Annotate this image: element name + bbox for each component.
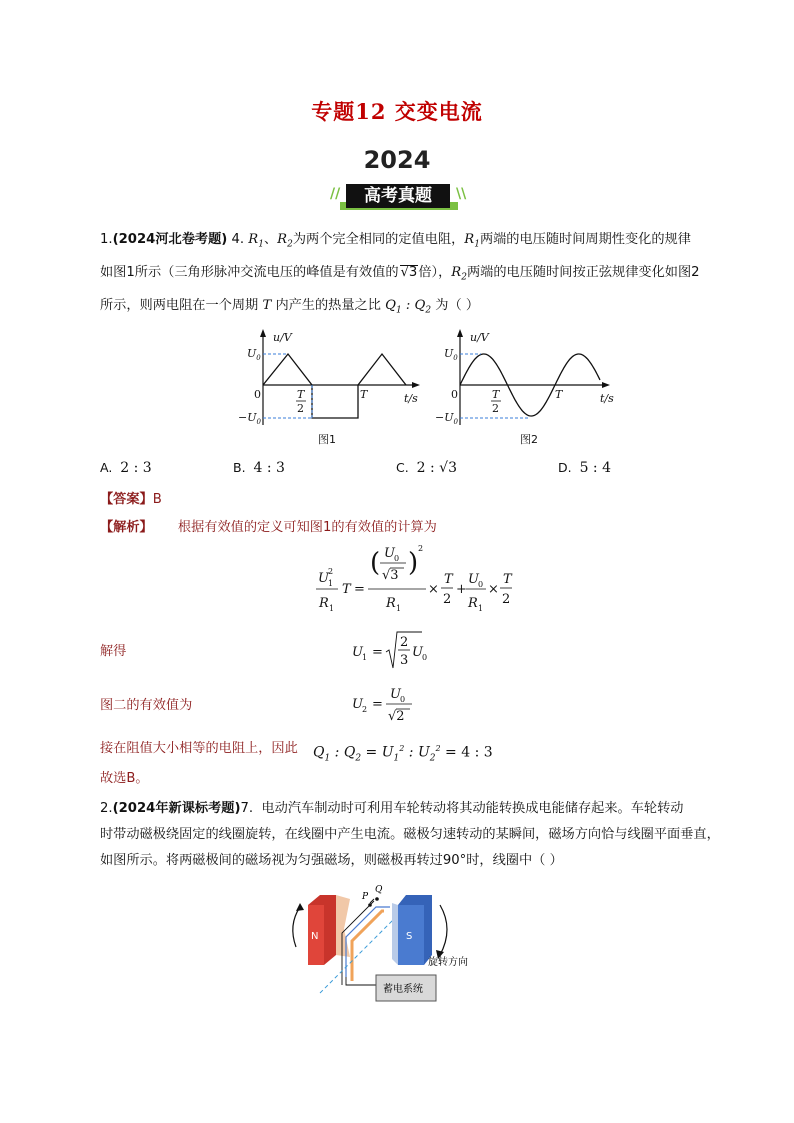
r1-symbol-2: $R_1$	[464, 232, 480, 250]
svg-text:T: T	[342, 582, 351, 597]
svg-text:2: 2	[418, 544, 424, 553]
fig2-caption: 图2	[520, 433, 538, 446]
option-c-label: C.	[396, 460, 409, 475]
page-title: 专题12 交变电流	[311, 99, 483, 124]
r1-symbol: $R_1$	[248, 232, 264, 250]
svg-text:U: U	[412, 645, 423, 660]
g2-half-t-num: T	[492, 388, 500, 401]
choose-line: 故选B。	[100, 771, 149, 786]
svg-text:=: =	[372, 697, 383, 712]
answer-tag: 【答案】	[100, 492, 153, 507]
banner-deco-left-icon: //	[330, 186, 341, 202]
coil	[352, 911, 384, 981]
fig1-caption: 图1	[318, 433, 336, 446]
svg-text:1: 1	[478, 604, 484, 613]
q1-line2	[100, 261, 722, 290]
g1-t-label: T	[360, 388, 368, 401]
q1-text-1c: 两端的电压随时间周期性变化的规律	[479, 232, 691, 247]
q2-text-1: 电动汽车制动时可利用车轮转动将其动能转换成电能储存起来。车轮转动	[261, 801, 684, 816]
label-q: Q	[375, 885, 383, 895]
svg-text:×: ×	[428, 582, 439, 597]
svg-text:U: U	[352, 645, 363, 660]
r2-symbol-2: $R_2$	[451, 265, 467, 283]
svg-text:T: T	[503, 572, 512, 587]
svg-text:0: 0	[400, 695, 406, 704]
q2-line1	[100, 797, 722, 820]
svg-text:U: U	[468, 572, 479, 587]
q2-line2: 时带动磁极绕固定的线圈旋转，在线圈中产生电流。磁极匀速转动的某瞬间，磁场方向恰与线圈平面垂直，	[100, 827, 720, 842]
option-d-label: D.	[558, 460, 572, 475]
svg-text:2: 2	[328, 567, 334, 576]
svg-text:R: R	[319, 596, 329, 611]
svg-text:2: 2	[362, 705, 368, 714]
svg-text:0: 0	[478, 580, 484, 589]
triangle-pulse-1	[263, 354, 312, 385]
svg-text:=: =	[354, 582, 365, 597]
r2-symbol: $R_2$	[277, 232, 293, 250]
analysis-line	[100, 516, 437, 539]
svg-text:1: 1	[396, 604, 402, 613]
rotation-arrow-right-icon	[440, 905, 447, 955]
q1-line1	[100, 228, 722, 257]
ratio-symbol: $Q_1$ : $Q_2$	[380, 298, 432, 316]
svg-text:R: R	[468, 596, 478, 611]
g1-half-t-den: 2	[297, 402, 304, 415]
g2-t-label: T	[555, 388, 563, 401]
q2-line3: 如图所示。将两磁极间的磁场视为匀强磁场，则磁极再转过90°时，线圈中（ ）	[100, 853, 563, 868]
q1-text-2a: 如图1所示（三角形脉冲交流电压的峰值是有效值的	[100, 265, 399, 280]
q1-text-2c: 两端的电压随时间按正弦规律变化如图2	[466, 265, 700, 280]
svg-text:2: 2	[400, 635, 409, 650]
svg-text:1: 1	[328, 579, 334, 588]
q1-line3	[100, 294, 722, 323]
voltage-graphs	[230, 325, 620, 450]
svg-text:U: U	[352, 697, 363, 712]
svg-text:3: 3	[400, 653, 409, 668]
q2-source: (2024年新课标考题)	[112, 801, 241, 816]
equation-u2	[350, 682, 430, 726]
option-c[interactable]	[396, 460, 457, 476]
option-a-text: 2 : 3	[120, 460, 152, 476]
svg-text:(: (	[370, 548, 381, 578]
rotation-arrow-left-icon	[293, 907, 300, 947]
g1-t-axis-label: t/s	[404, 392, 418, 405]
q1-text-2b: 倍），	[418, 265, 452, 280]
square-negative	[312, 385, 358, 418]
g2-zero-label: 0	[451, 388, 458, 401]
option-d[interactable]	[558, 460, 611, 476]
graph1	[238, 329, 420, 446]
answer-line	[100, 488, 162, 511]
option-b-label: B.	[233, 460, 246, 475]
svg-text:U: U	[318, 571, 329, 586]
svg-text:2: 2	[502, 592, 511, 607]
svg-text:√2: √2	[388, 709, 405, 724]
option-a-label: A.	[100, 460, 113, 475]
g2-neg-u0-label: $-U_0$	[435, 411, 458, 426]
sqrt3: √3	[400, 265, 418, 280]
g2-u-axis-label: u/V	[470, 331, 489, 344]
svg-text:2: 2	[443, 592, 452, 607]
magnet-n-face	[336, 895, 350, 957]
conclusion-line	[100, 737, 298, 760]
equation-effective-value	[310, 543, 520, 621]
svg-text:0: 0	[422, 653, 428, 662]
triangle-pulse-2	[358, 354, 406, 385]
svg-text:1: 1	[362, 653, 368, 662]
equation-u1	[350, 628, 440, 674]
banner-text: 高考真题	[346, 184, 450, 208]
graph2	[435, 329, 614, 446]
svg-text:×: ×	[488, 582, 499, 597]
banner	[330, 182, 468, 210]
svg-text:): )	[408, 548, 419, 578]
svg-text:+: +	[456, 582, 467, 597]
banner-deco-right-icon: \\	[456, 186, 467, 202]
g2-t-axis-label: t/s	[600, 392, 614, 405]
svg-text:0: 0	[394, 554, 400, 563]
magnet-figure	[280, 885, 480, 1005]
q1-sep: 、	[263, 232, 278, 247]
g1-u0-label: $U_0$	[247, 347, 261, 362]
storage-label: 蓄电系统	[383, 984, 423, 995]
svg-text:√3: √3	[382, 568, 399, 583]
q1-text-3a: 所示，则两电阻在一个周期	[100, 298, 259, 313]
option-c-text: 2 : √3	[416, 460, 458, 476]
q2-qnum: 7.	[240, 801, 254, 816]
g2-half-t-den: 2	[492, 402, 499, 415]
svg-text:R: R	[386, 596, 396, 611]
q1-source: (2024河北卷考题)	[112, 232, 228, 247]
point-q	[375, 897, 379, 901]
option-b-text: 4 : 3	[253, 460, 285, 476]
option-b[interactable]	[233, 460, 285, 476]
q1-qnum: 4.	[231, 232, 245, 247]
g1-u-axis-label: u/V	[273, 331, 292, 344]
conclusion-text: 接在阻值大小相等的电阻上，因此	[100, 741, 298, 756]
g1-zero-label: 0	[254, 388, 261, 401]
analysis-tag: 【解析】	[100, 520, 153, 535]
g2-u0-label: $U_0$	[444, 347, 458, 362]
svg-text:T: T	[444, 572, 453, 587]
label-p: P	[362, 892, 369, 902]
q1-number: 1.	[100, 232, 113, 247]
svg-text:U: U	[390, 687, 401, 702]
answer-value: B	[152, 492, 162, 507]
analysis-intro: 根据有效值的定义可知图1的有效值的计算为	[177, 520, 437, 535]
year-heading: 2024	[363, 146, 431, 174]
q2-number: 2.	[100, 801, 113, 816]
fig2-effective-label: 图二的有效值为	[100, 698, 193, 713]
svg-text:U: U	[384, 546, 395, 561]
option-a[interactable]	[100, 460, 152, 476]
label-n: N	[311, 931, 319, 942]
label-s: S	[406, 931, 413, 942]
point-p	[368, 903, 372, 907]
q1-text-3c: 为（ ）	[435, 298, 480, 313]
svg-text:=: =	[372, 645, 383, 660]
g1-half-t-num: T	[297, 388, 305, 401]
option-d-text: 5 : 4	[579, 460, 611, 476]
solve-label: 解得	[100, 644, 127, 659]
q1-text-1b: 为两个完全相同的定值电阻，	[292, 232, 465, 247]
conclusion-formula: $Q_1$ : $Q_2 = U_1^2$ : $U_2^2 = 4$ : 3	[313, 744, 493, 764]
t-symbol: T	[258, 298, 276, 313]
q1-text-3b: 内产生的热量之比	[275, 298, 381, 313]
g1-neg-u0-label: $-U_0$	[238, 411, 261, 426]
rotation-label: 旋转方向	[428, 957, 468, 968]
svg-text:1: 1	[329, 604, 335, 613]
